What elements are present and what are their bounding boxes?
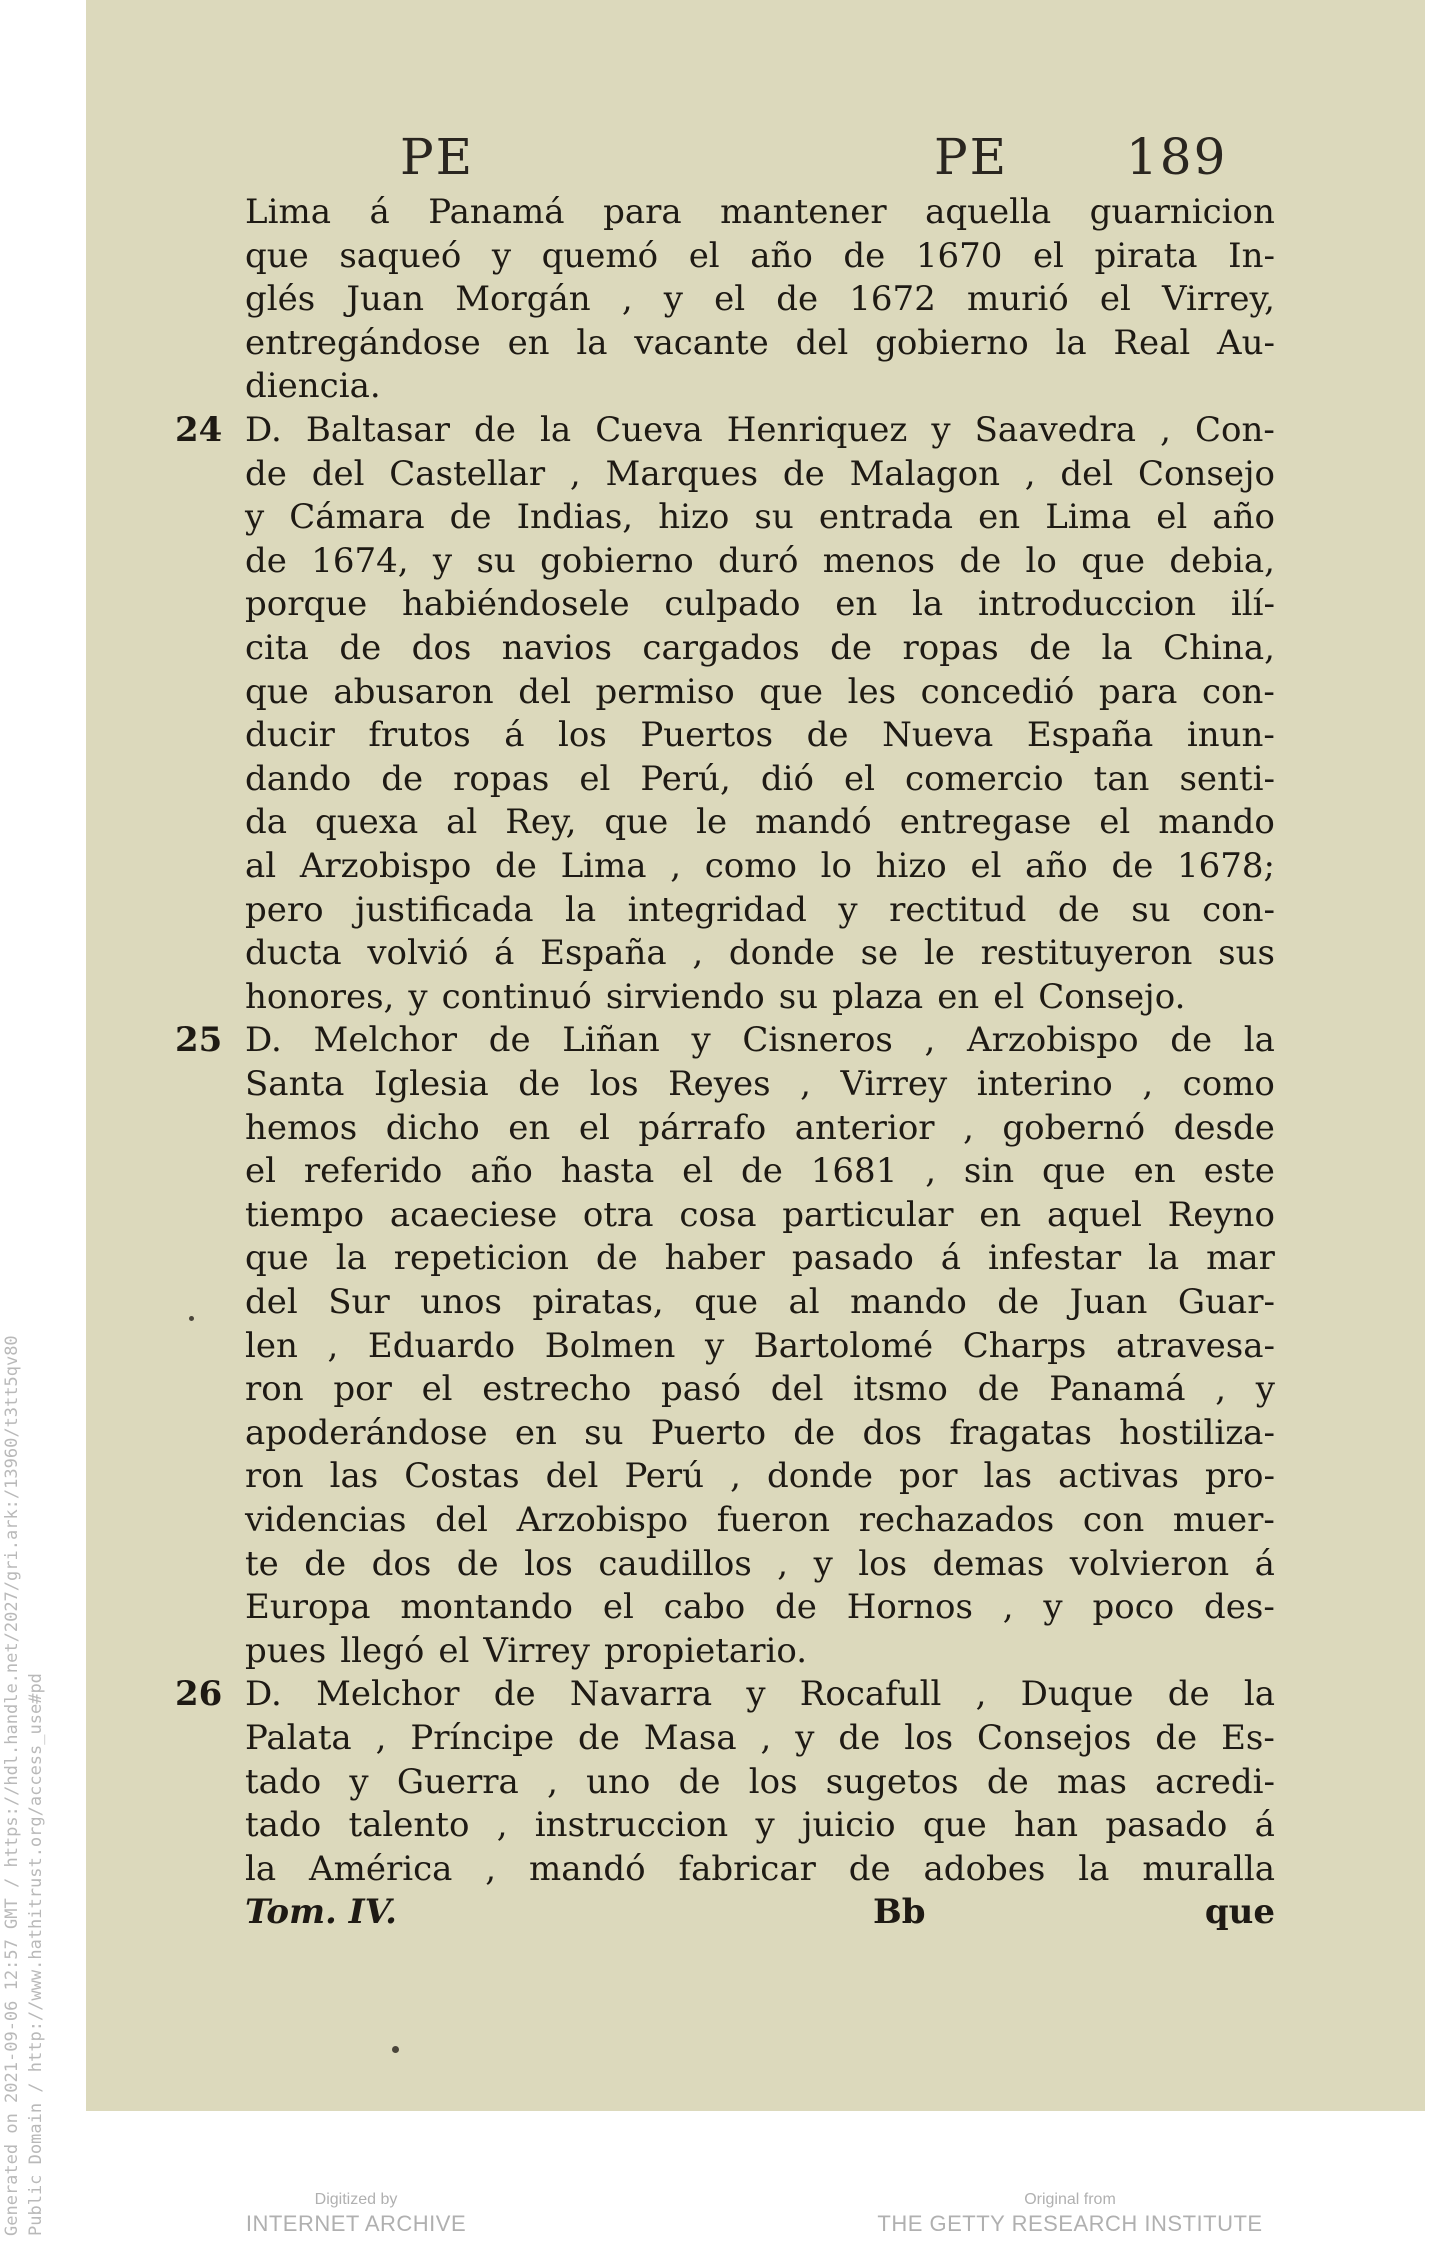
text-line: da quexa al Rey, que le mandó entregase el mando [245, 802, 1275, 843]
text-line: al Arzobispo de Lima , como lo hizo el año de 1678; [245, 846, 1275, 886]
digitized-by-label: Digitized by [314, 2191, 398, 2208]
text-line: honores, y continuó sirviendo su plaza en el Consejo. [245, 976, 1186, 1017]
signature-mark: Bb [873, 1892, 926, 1932]
stamp-line-license: Public Domain / http://www.hathitrust.org/access_use#pd [26, 1673, 46, 2236]
text-line: pues llegó el Virrey propietario. [245, 1630, 808, 1671]
text-line: que saqueó y quemó el año de 1670 el pirata In- [245, 235, 1275, 276]
text-line: te de dos de los caudillos , y los demas volvieron á [245, 1543, 1275, 1584]
text-line: cita de dos navios cargados de ropas de la China, [245, 628, 1275, 668]
text-line: Lima á Panamá para mantener aquella guarnicion [245, 192, 1275, 232]
text-line: que abusaron del permiso que les concedió para con- [245, 671, 1275, 712]
text-line: tiempo acaeciese otra cosa particular en aquel Reyno [245, 1194, 1275, 1235]
text-line: y Cámara de Indias, hizo su entrada en Lima el año [245, 497, 1275, 538]
text-line: Palata , Príncipe de Masa , y de los Consejos de Es- [245, 1718, 1275, 1758]
running-header [86, 128, 1425, 188]
text-line: de del Castellar , Marques de Malagon , del Consejo [245, 453, 1275, 494]
text-line: ron las Costas del Perú , donde por las activas pro- [245, 1456, 1275, 1497]
header-center-word: PE [934, 128, 1009, 186]
book-page [86, 0, 1425, 2111]
text-line: dando de ropas el Perú, dió el comercio tan senti- [245, 758, 1275, 799]
text-line: len , Eduardo Bolmen y Bartolomé Charps atravesa- [245, 1325, 1275, 1366]
text-line: Santa Iglesia de los Reyes , Virrey interino , como [245, 1064, 1275, 1104]
text-line: apoderándose en su Puerto de dos fragatas hostiliza- [245, 1412, 1275, 1453]
entry-number: 24 [175, 410, 223, 450]
text-line: porque habiéndosele culpado en la introduccion ilí- [245, 584, 1275, 625]
text-line: que la repeticion de haber pasado á infestar la mar [245, 1238, 1275, 1279]
ink-spot [189, 1316, 194, 1321]
text-line: hemos dicho en el párrafo anterior , gobernó desde [245, 1107, 1275, 1148]
text-line: glés Juan Morgán , y el de 1672 murió el Virrey, [245, 279, 1275, 320]
text-line: el referido año hasta el de 1681 , sin que en este [245, 1151, 1275, 1192]
generation-stamp [0, 1335, 48, 2236]
text-line: ducir frutos á los Puertos de Nueva España inun- [245, 715, 1275, 756]
text-line: pero justificada la integridad y rectitud de su con- [245, 889, 1275, 930]
entry-number: 26 [175, 1674, 223, 1715]
page-number: 189 [1126, 128, 1228, 186]
text-line: tado y Guerra , uno de los sugetos de mas acredi- [245, 1761, 1275, 1802]
text-line: tado talento , instruccion y juicio que han pasado á [245, 1805, 1275, 1846]
text-line: D. Baltasar de la Cueva Henriquez y Saavedra , Con- [245, 410, 1275, 450]
text-line: diencia. [245, 366, 381, 407]
stamp-line-generated: Generated on 2021-09-06 12:57 GMT / https://hdl.handle.net/2027/gri.ark:/13960/t3tt5qv80 [2, 1335, 22, 2236]
original-from-credit [870, 2190, 1270, 2238]
volume-mark: Tom. IV. [245, 1892, 397, 1932]
header-left-word: PE [400, 128, 475, 186]
text-line: entregándose en la vacante del gobierno la Real Au- [245, 322, 1275, 363]
text-line: ron por el estrecho pasó del itsmo de Panamá , y [245, 1369, 1275, 1410]
text-line: de 1674, y su gobierno duró menos de lo que debia, [245, 540, 1275, 581]
text-line: la América , mandó fabricar de adobes la muralla [245, 1848, 1275, 1889]
original-from-label: Original from [1024, 2191, 1116, 2208]
digitized-by-credit [226, 2190, 486, 2238]
text-line: D. Melchor de Liñan y Cisneros , Arzobispo de la [245, 1020, 1275, 1061]
entry-number: 25 [175, 1020, 223, 1061]
internet-archive-label: INTERNET ARCHIVE [245, 2211, 467, 2236]
text-line: Europa montando el cabo de Hornos , y poco des- [245, 1587, 1275, 1628]
page-footer [245, 1890, 1275, 1934]
text-line: D. Melchor de Navarra y Rocafull , Duque de la [245, 1674, 1275, 1715]
ink-spot [392, 2046, 399, 2053]
getty-label: THE GETTY RESEARCH INSTITUTE [877, 2211, 1263, 2236]
text-line: del Sur unos piratas, que al mando de Juan Guar- [245, 1282, 1275, 1322]
text-line: ducta volvió á España , donde se le restituyeron sus [245, 933, 1275, 974]
text-line: videncias del Arzobispo fueron rechazados con muer- [245, 1500, 1275, 1540]
catchword: que [1204, 1892, 1275, 1932]
